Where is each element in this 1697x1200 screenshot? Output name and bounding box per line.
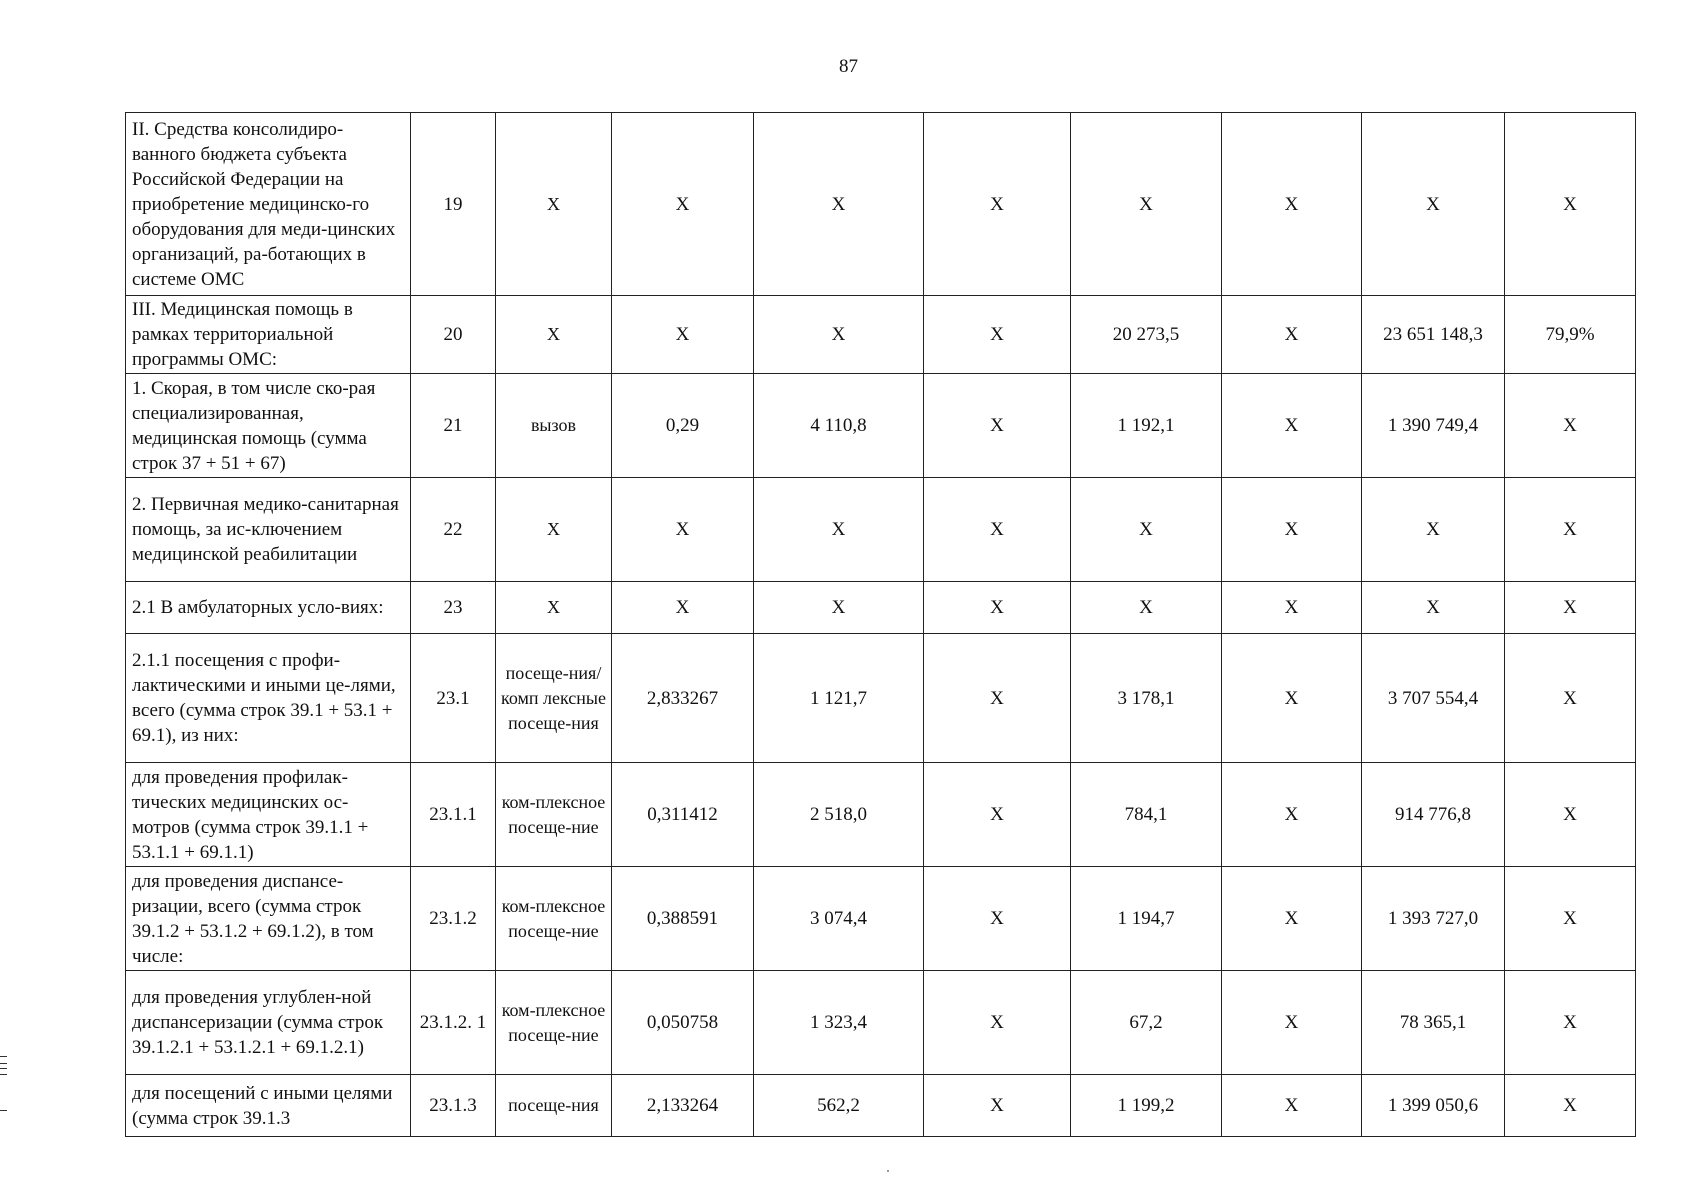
value-cell: X — [1222, 971, 1362, 1075]
value-cell: 2,133264 — [612, 1075, 754, 1137]
value-cell: X — [1222, 374, 1362, 478]
value-cell: X — [1071, 113, 1222, 296]
value-cell: X — [1362, 582, 1505, 634]
value-cell: X — [1071, 478, 1222, 582]
value-cell: X — [1222, 296, 1362, 374]
unit-cell: ком-плексное посеще-ние — [496, 867, 612, 971]
row-name: 2. Первичная медико-санитарная помощь, за ис-ключением медицинской реабилитации — [126, 478, 411, 582]
value-cell: 1 393 727,0 — [1362, 867, 1505, 971]
value-cell: 3 178,1 — [1071, 634, 1222, 763]
value-cell: X — [1222, 113, 1362, 296]
value-cell: X — [754, 582, 924, 634]
value-cell: 1 121,7 — [754, 634, 924, 763]
value-cell: 1 192,1 — [1071, 374, 1222, 478]
value-cell: 23 651 148,3 — [1362, 296, 1505, 374]
unit-cell: X — [496, 582, 612, 634]
value-cell: X — [1505, 867, 1636, 971]
table-row — [126, 374, 1636, 478]
value-cell: 78 365,1 — [1362, 971, 1505, 1075]
row-number: 23.1.2 — [411, 867, 496, 971]
value-cell: X — [754, 296, 924, 374]
value-cell: X — [1505, 763, 1636, 867]
row-number: 19 — [411, 113, 496, 296]
row-number: 22 — [411, 478, 496, 582]
value-cell: 1 399 050,6 — [1362, 1075, 1505, 1137]
row-name: для посещений с иными целями (сумма строк 39.1.3 — [126, 1075, 411, 1137]
row-name: 2.1 В амбулаторных усло-виях: — [126, 582, 411, 634]
row-name: III. Медицинская помощь в рамках территориальной программы ОМС: — [126, 296, 411, 374]
value-cell: X — [924, 478, 1071, 582]
table-row — [126, 582, 1636, 634]
value-cell: 1 199,2 — [1071, 1075, 1222, 1137]
row-number: 23.1.1 — [411, 763, 496, 867]
unit-cell: посеще-ния/комп лексные посеще-ния — [496, 634, 612, 763]
row-number: 23.1.2. 1 — [411, 971, 496, 1075]
value-cell: X — [924, 971, 1071, 1075]
value-cell: X — [924, 296, 1071, 374]
scan-edge-mark — [0, 1063, 7, 1064]
scan-edge-mark — [0, 1074, 7, 1075]
scan-edge-mark — [0, 1110, 7, 1111]
unit-cell: вызов — [496, 374, 612, 478]
row-number: 20 — [411, 296, 496, 374]
value-cell: 1 323,4 — [754, 971, 924, 1075]
unit-cell: X — [496, 478, 612, 582]
value-cell: 0,388591 — [612, 867, 754, 971]
value-cell: 3 707 554,4 — [1362, 634, 1505, 763]
row-name: II. Средства консолидиро-ванного бюджета субъекта Российской Федерации на приобретение медицинско-го оборудования для меди-цинских организаций, ра-ботающих в системе ОМС — [126, 113, 411, 296]
value-cell: 0,311412 — [612, 763, 754, 867]
table-row — [126, 1075, 1636, 1137]
value-cell: X — [1505, 478, 1636, 582]
value-cell: 4 110,8 — [754, 374, 924, 478]
table-row — [126, 478, 1636, 582]
page-number: 87 — [839, 56, 858, 77]
value-cell: X — [612, 582, 754, 634]
value-cell: 20 273,5 — [1071, 296, 1222, 374]
row-name: 1. Скорая, в том числе ско-рая специализированная, медицинская помощь (сумма строк 37 + 51 + 67) — [126, 374, 411, 478]
table-row — [126, 113, 1636, 296]
value-cell: 914 776,8 — [1362, 763, 1505, 867]
value-cell: X — [1362, 478, 1505, 582]
value-cell: X — [1505, 113, 1636, 296]
unit-cell: X — [496, 296, 612, 374]
row-name: для проведения профилак-тических медицинских ос-мотров (сумма строк 39.1.1 + 53.1.1 + 69.1.1) — [126, 763, 411, 867]
value-cell: X — [1222, 867, 1362, 971]
value-cell: X — [924, 374, 1071, 478]
scan-speck — [887, 1170, 889, 1172]
scan-edge-mark — [0, 1068, 7, 1069]
unit-cell: X — [496, 113, 612, 296]
value-cell: 0,050758 — [612, 971, 754, 1075]
value-cell: X — [612, 296, 754, 374]
value-cell: 2 518,0 — [754, 763, 924, 867]
value-cell: X — [924, 113, 1071, 296]
unit-cell: ком-плексное посеще-ние — [496, 763, 612, 867]
value-cell: X — [1362, 113, 1505, 296]
scan-edge-mark — [0, 1056, 7, 1057]
value-cell: 784,1 — [1071, 763, 1222, 867]
value-cell: X — [1071, 582, 1222, 634]
value-cell: X — [924, 763, 1071, 867]
row-number: 23.1 — [411, 634, 496, 763]
row-number: 23 — [411, 582, 496, 634]
unit-cell: ком-плексное посеще-ние — [496, 971, 612, 1075]
value-cell: X — [924, 1075, 1071, 1137]
value-cell: X — [924, 582, 1071, 634]
value-cell: 79,9% — [1505, 296, 1636, 374]
value-cell: 1 390 749,4 — [1362, 374, 1505, 478]
value-cell: X — [1505, 971, 1636, 1075]
data-table — [125, 112, 1636, 1137]
unit-cell: посеще-ния — [496, 1075, 612, 1137]
value-cell: X — [1222, 763, 1362, 867]
value-cell: X — [754, 113, 924, 296]
row-number: 23.1.3 — [411, 1075, 496, 1137]
row-name: 2.1.1 посещения с профи-лактическими и иными це-лями, всего (сумма строк 39.1 + 53.1 + 69.1), из них: — [126, 634, 411, 763]
value-cell: 2,833267 — [612, 634, 754, 763]
value-cell: 1 194,7 — [1071, 867, 1222, 971]
value-cell: X — [1505, 1075, 1636, 1137]
value-cell: X — [1505, 634, 1636, 763]
row-number: 21 — [411, 374, 496, 478]
value-cell: X — [1505, 582, 1636, 634]
value-cell: X — [1505, 374, 1636, 478]
table-row — [126, 867, 1636, 971]
table-row — [126, 634, 1636, 763]
value-cell: 0,29 — [612, 374, 754, 478]
value-cell: X — [1222, 1075, 1362, 1137]
value-cell: X — [1222, 582, 1362, 634]
value-cell: 3 074,4 — [754, 867, 924, 971]
table-row — [126, 971, 1636, 1075]
value-cell: X — [612, 478, 754, 582]
value-cell: X — [924, 634, 1071, 763]
row-name: для проведения углублен-ной диспансеризации (сумма строк 39.1.2.1 + 53.1.2.1 + 69.1.2.1) — [126, 971, 411, 1075]
value-cell: 67,2 — [1071, 971, 1222, 1075]
table-row — [126, 763, 1636, 867]
value-cell: X — [754, 478, 924, 582]
value-cell: X — [1222, 478, 1362, 582]
row-name: для проведения диспансе-ризации, всего (сумма строк 39.1.2 + 53.1.2 + 69.1.2), в том числе: — [126, 867, 411, 971]
value-cell: X — [1222, 634, 1362, 763]
table-row — [126, 296, 1636, 374]
value-cell: X — [612, 113, 754, 296]
value-cell: X — [924, 867, 1071, 971]
value-cell: 562,2 — [754, 1075, 924, 1137]
